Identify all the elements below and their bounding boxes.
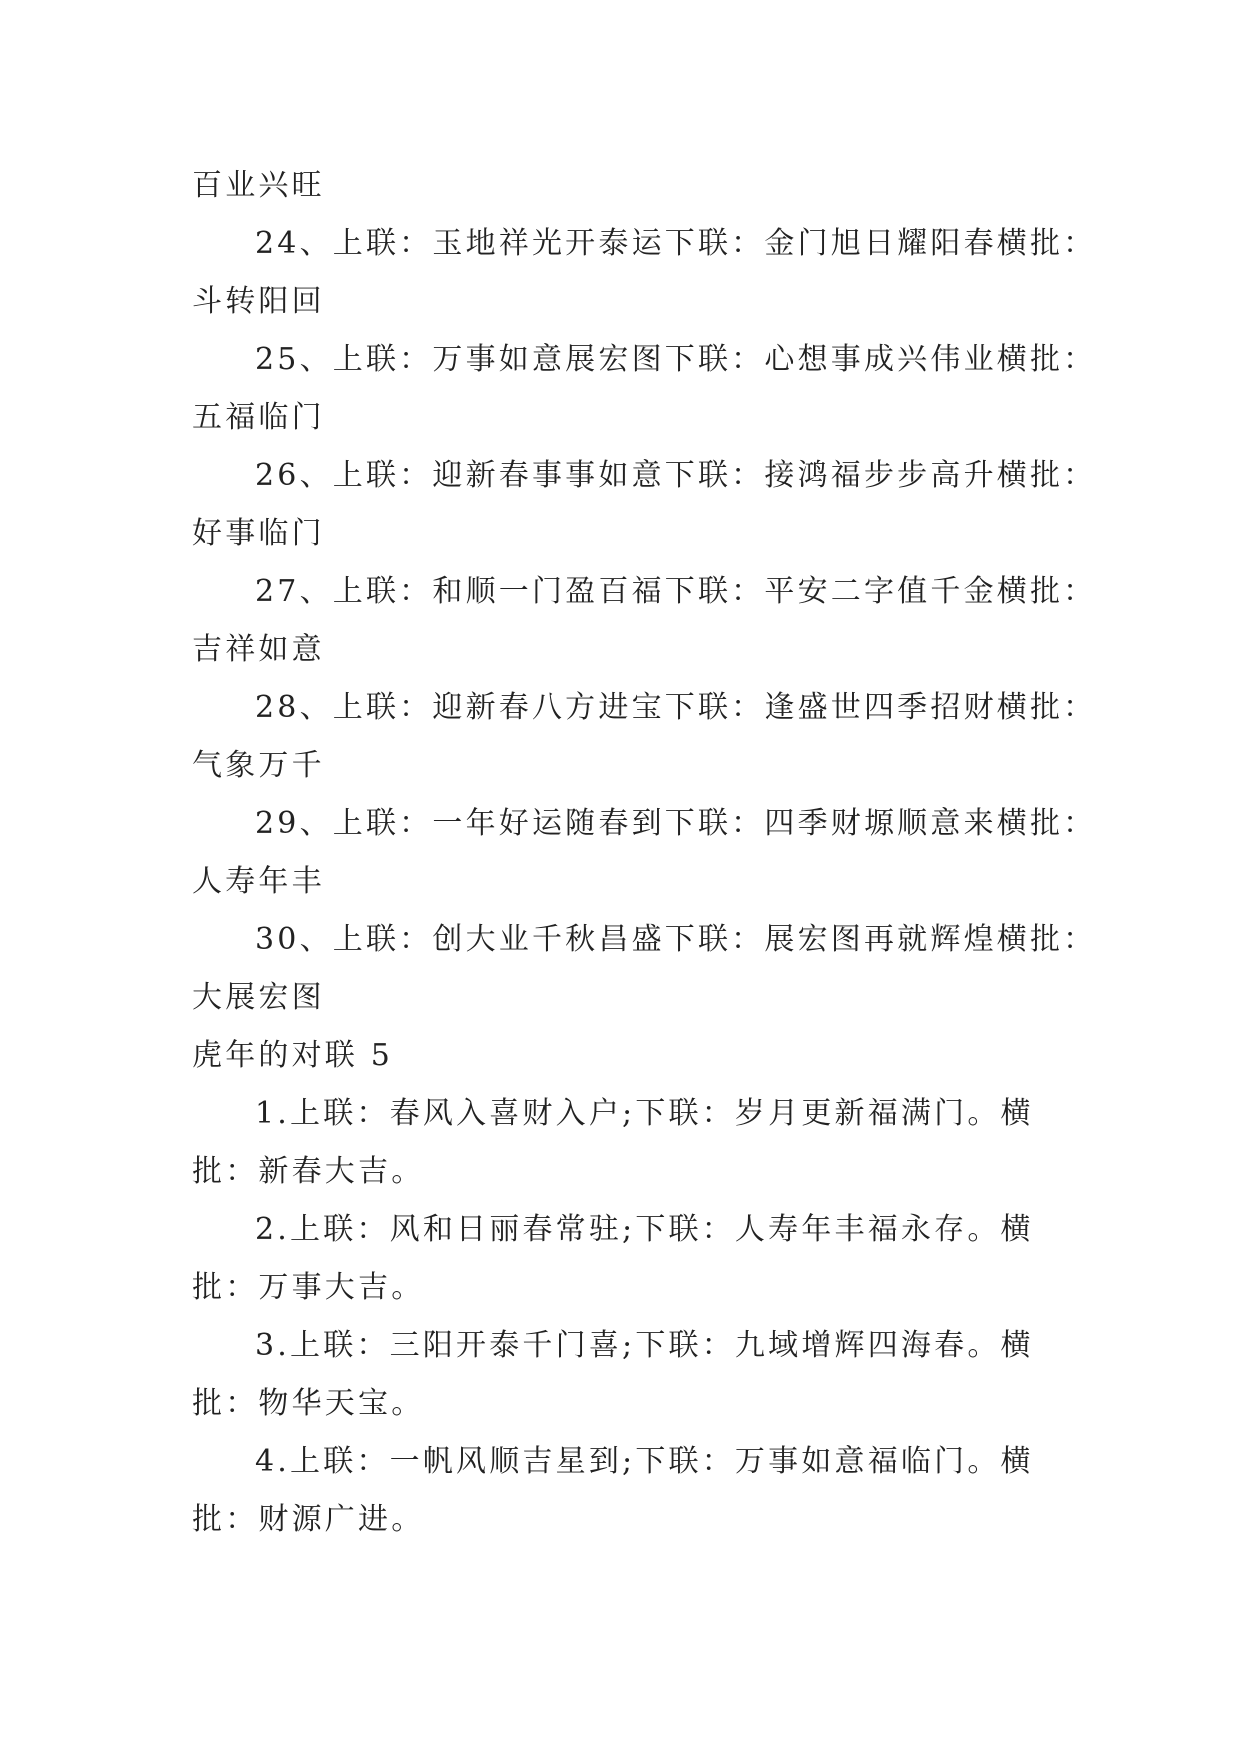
text-line: 人寿年丰 <box>192 864 325 899</box>
couplet-line: 24、上联：玉地祥光开泰运下联：金门旭日耀阳春横批： <box>255 226 1097 261</box>
text-line: 批：财源广进。 <box>192 1502 425 1537</box>
couplet-line: 28、上联：迎新春八方进宝下联：逢盛世四季招财横批： <box>255 690 1097 725</box>
text-line: 大展宏图 <box>192 980 325 1015</box>
text-line: 批：物华天宝。 <box>192 1386 425 1421</box>
text-line: 吉祥如意 <box>192 632 325 667</box>
text-line: 斗转阳回 <box>192 284 325 319</box>
section-heading: 虎年的对联 5 <box>192 1038 394 1073</box>
text-line: 百业兴旺 <box>192 168 325 203</box>
document-body <box>192 157 1097 1549</box>
text-line: 好事临门 <box>192 516 325 551</box>
couplet-line: 29、上联：一年好运随春到下联：四季财塬顺意来横批： <box>255 806 1097 841</box>
text-line: 气象万千 <box>192 748 325 783</box>
couplet-line: 30、上联：创大业千秋昌盛下联：展宏图再就辉煌横批： <box>255 922 1097 957</box>
text-line: 批：新春大吉。 <box>192 1154 425 1189</box>
couplet-line: 25、上联：万事如意展宏图下联：心想事成兴伟业横批： <box>255 342 1097 377</box>
couplet-line: 1.上联：春风入喜财入户;下联：岁月更新福满门。横 <box>255 1096 1034 1131</box>
couplet-line: 27、上联：和顺一门盈百福下联：平安二字值千金横批： <box>255 574 1097 609</box>
couplet-line: 4.上联：一帆风顺吉星到;下联：万事如意福临门。横 <box>255 1444 1034 1479</box>
couplet-line: 2.上联：风和日丽春常驻;下联：人寿年丰福永存。横 <box>255 1212 1034 1247</box>
couplet-line: 26、上联：迎新春事事如意下联：接鸿福步步高升横批： <box>255 458 1097 493</box>
text-line: 批：万事大吉。 <box>192 1270 425 1305</box>
text-line: 五福临门 <box>192 400 325 435</box>
couplet-line: 3.上联：三阳开泰千门喜;下联：九域增辉四海春。横 <box>255 1328 1034 1363</box>
